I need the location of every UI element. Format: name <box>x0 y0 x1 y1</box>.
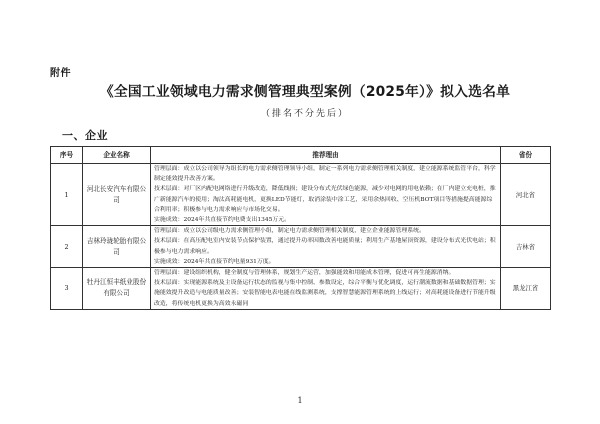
reason-management: 管理层面：成立以公司级电力需求侧管理小组，制定电力需求侧管理相关制度，建立企业能源管理系统。 <box>154 228 425 235</box>
province: 河北省 <box>501 164 551 226</box>
document-title: 《全国工业领域电力需求侧管理典型案例（2025年）》拟入选名单 <box>99 84 511 100</box>
header-province: 省份 <box>501 147 551 164</box>
header-company-name: 企业名称 <box>83 147 151 164</box>
company-name: 牡丹江恒丰纸业股份有限公司 <box>83 268 151 310</box>
reason-management: 管理层面：成立以公司领导为组长的电力需求侧管理领导小组，制定一系列电力需求侧管理相关制度，建立能源系统监管平台，科学制定能效提升改善方案。 <box>154 166 496 183</box>
recommendation-reason <box>151 226 501 268</box>
header-recommendation-reason: 推荐理由 <box>151 147 501 164</box>
header-index: 序号 <box>51 147 83 164</box>
row-index: 2 <box>51 226 83 268</box>
attachment-label: 附件 <box>50 68 71 79</box>
company-name: 河北长安汽车有限公司 <box>83 164 151 226</box>
province: 吉林省 <box>501 226 551 268</box>
row-index: 3 <box>51 268 83 310</box>
page-number: 1 <box>297 396 303 405</box>
row-index: 1 <box>51 164 83 226</box>
recommendation-reason <box>151 164 501 226</box>
section-heading: 一、企业 <box>62 129 108 142</box>
case-table <box>50 146 551 310</box>
reason-technical: 技术层面：对厂区内配电网络进行升级改造，降低线损；建设分布式光伏绿色能源，减少对电网的用电依赖；在厂内建立充电桩，推广新能源汽车的使用；淘汰高耗能电机，更换LED节能灯，取消涂装中涂工艺，采用余热回收、空压机BOT项目等措施提高能源综合利用率；积极参与电力需求响应与市场化交易。 <box>154 186 496 213</box>
reason-results: 实施成效：2024年共直接节约电费支出1345万元。 <box>154 217 291 224</box>
table-row <box>51 226 551 268</box>
reason-technical: 技术层面：实现能源系统及主设备运行状态的监视与集中控制、参数设定，综合平衡与优化调度，运行潮流数据和基础数据管理；实施能效提升改造与电能质量改善；安装智能电表电能在线监测系统，支撑智慧能源管理系统的上线运行；对高耗能设备进行节能升级改造，将传统电机更换为高效永磁同 <box>154 280 496 307</box>
reason-technical: 技术层面：在高压配电室内安装节点保护装置，通过提升功率因数改善电能质量；利用生产基地屋顶资源，建设分布式光伏电站；积极参与电力需求响应。 <box>154 238 496 255</box>
table-header-row <box>51 147 551 164</box>
table-row <box>51 164 551 226</box>
reason-management: 管理层面：建设组织机构，健全制度与管理体系，规划生产运营，加强能效和用能成本管理，促进可再生能源消纳。 <box>154 270 455 277</box>
table-row <box>51 268 551 310</box>
document-subtitle: （排名不分先后） <box>260 109 349 119</box>
recommendation-reason <box>151 268 501 310</box>
province: 黑龙江省 <box>501 268 551 310</box>
reason-results: 实施成效：2024年共直接节约电量931万度。 <box>154 258 275 265</box>
company-name: 吉林玲珑轮胎有限公司 <box>83 226 151 268</box>
